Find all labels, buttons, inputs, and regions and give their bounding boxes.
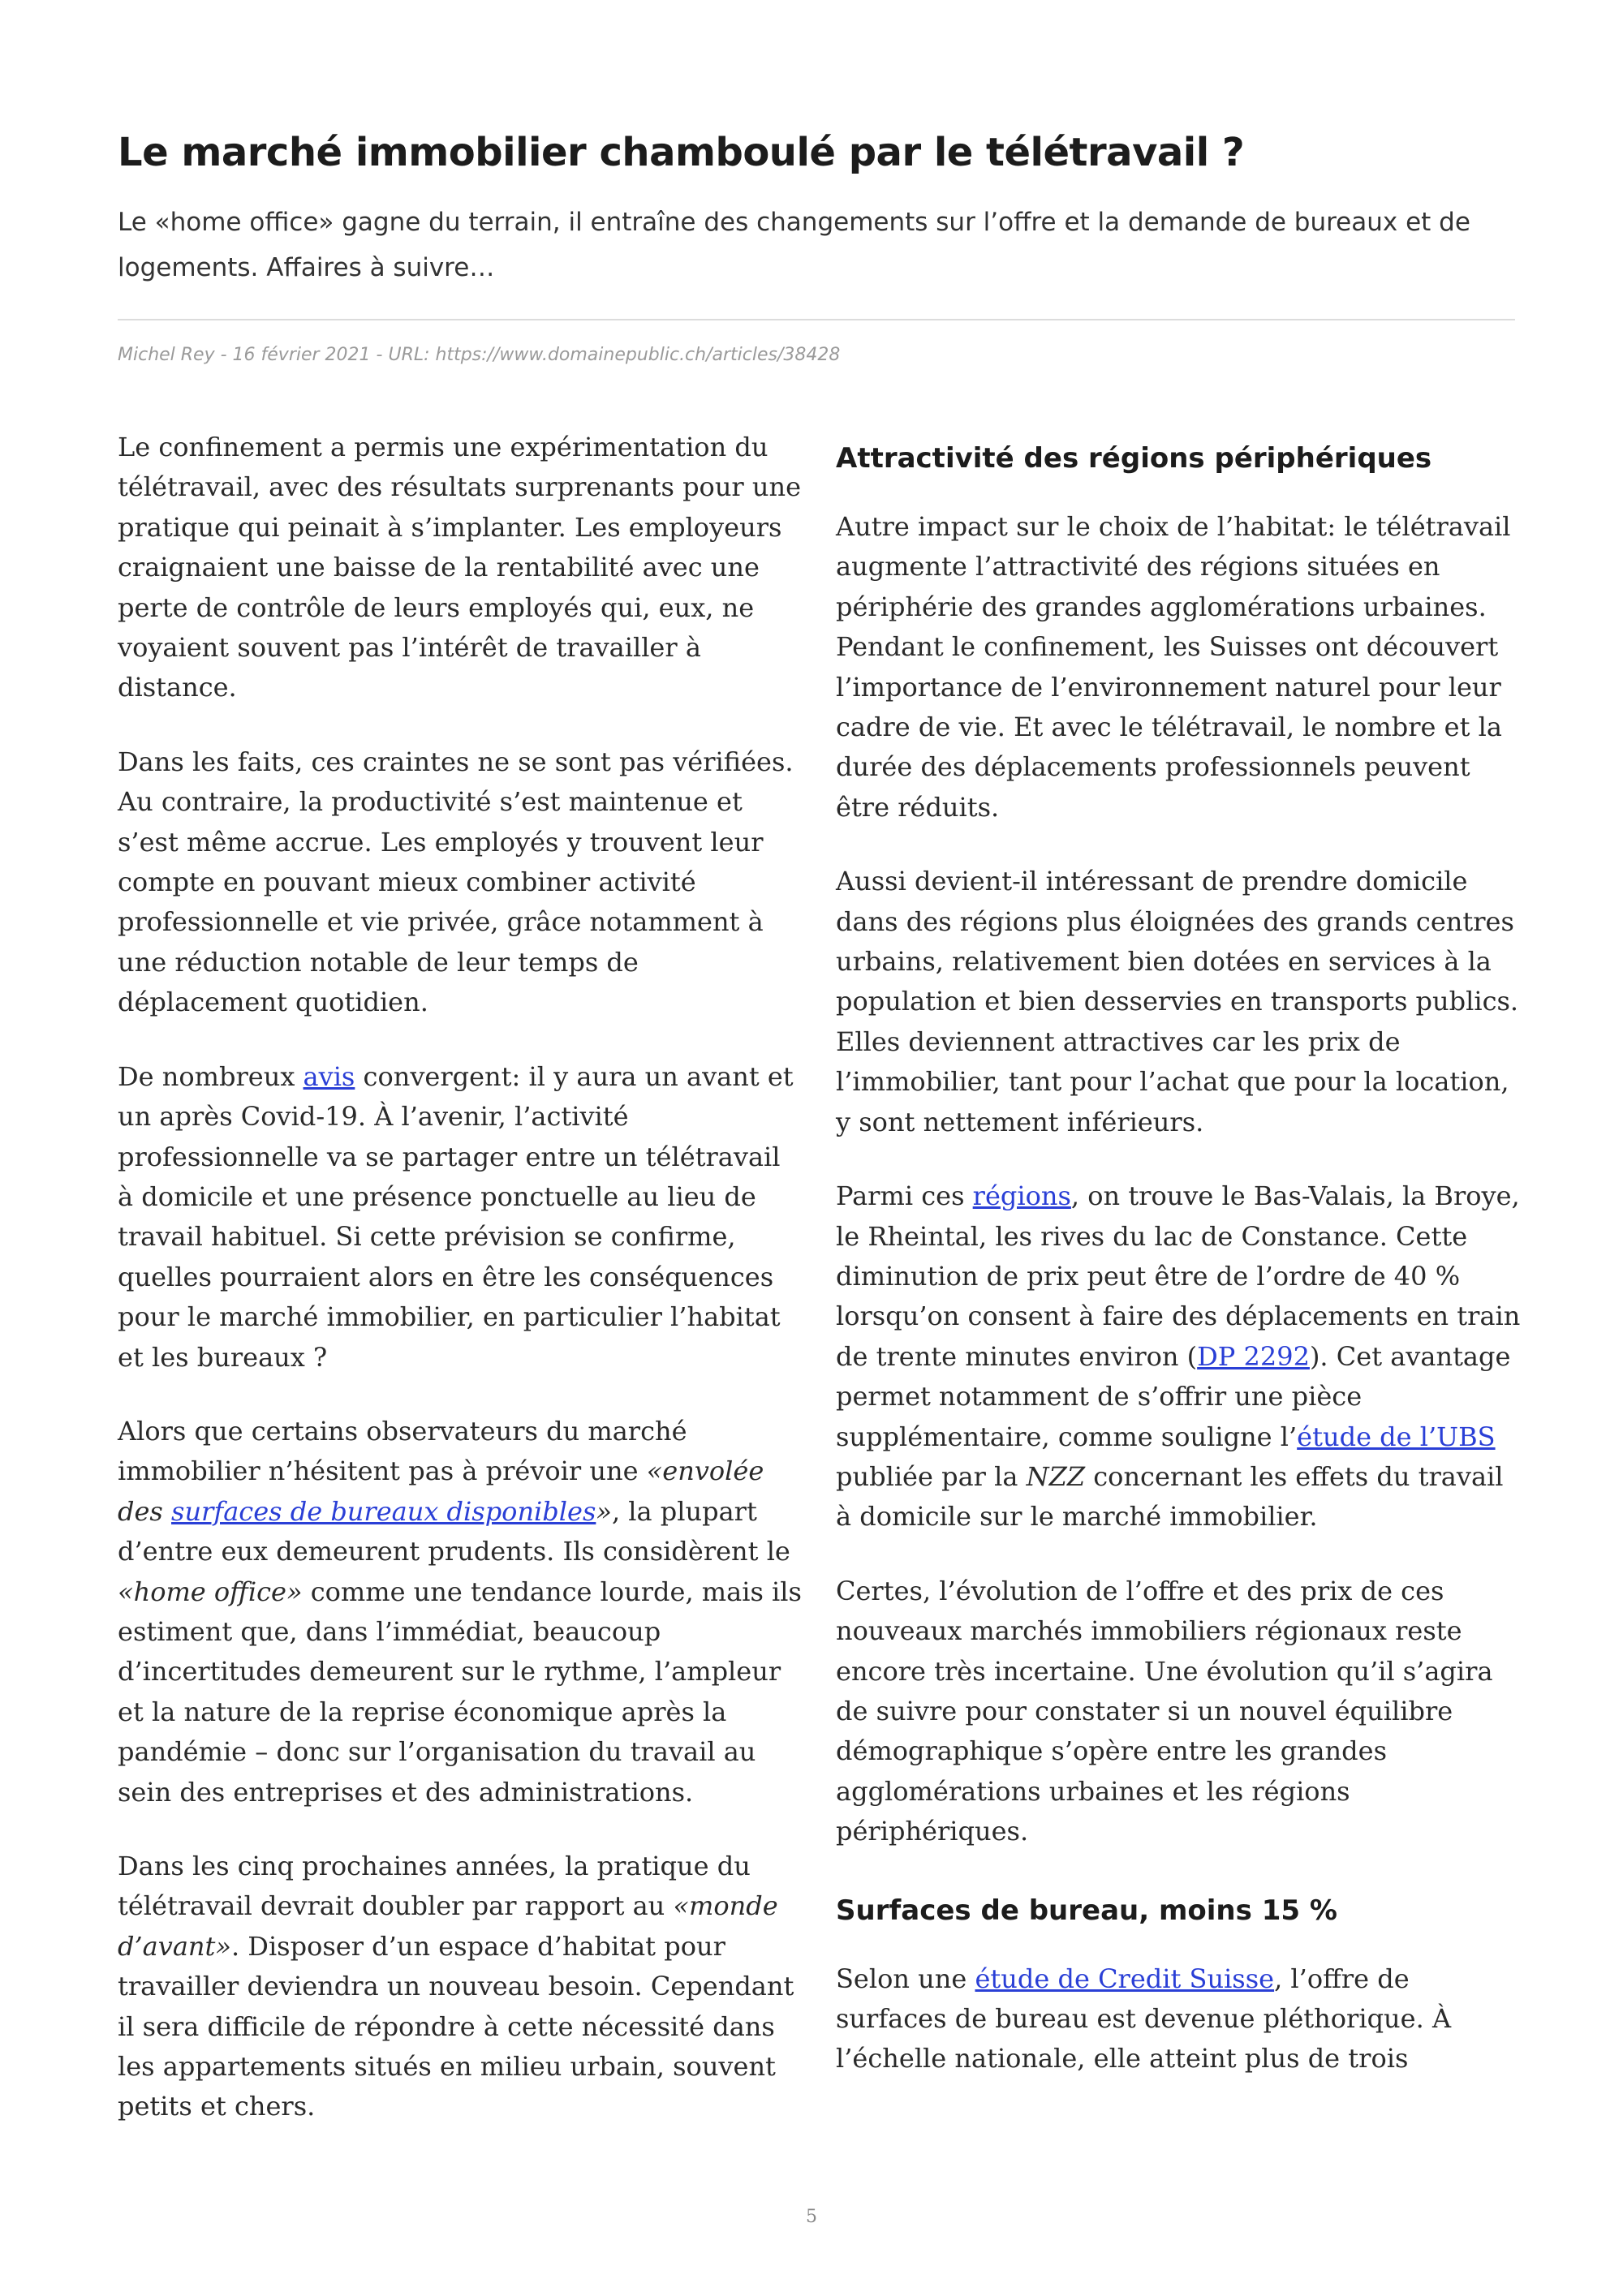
text-run: Dans les cinq prochaines années, la pratique du télétravail devrait doubler par rapport au (118, 1851, 751, 1922)
right-column (836, 434, 1522, 2113)
page-number: 5 (806, 2207, 817, 2227)
left-column (118, 428, 803, 2161)
section-heading: Surfaces de bureau, moins 15 % (836, 1894, 1337, 1927)
text-run: ). Cet avantage permet notamment de s’offrir une pièce supplémentaire, comme souligne l’ (836, 1340, 1511, 1452)
link-surfaces-bureaux[interactable]: surfaces de bureaux disponibles (171, 1495, 596, 1527)
text-run: » (596, 1495, 612, 1527)
text-run: , la plupart d’entre eux demeurent prudents. Ils considèrent le (118, 1495, 790, 1567)
paragraph: Autre impact sur le choix de l’habitat: le télétravail augmente l’attractivité des régions situées en périphérie des grandes agglomérations urbaines. Pendant le confinement, les Suisses ont découvert l’importance de l’environnement naturel pour leur cadre de vie. Et avec le télétravail, le nombre et la durée des déplacements professionnels peuvent être réduits. (836, 511, 1511, 823)
text-run: , on trouve le Bas-Valais, la Broye, le Rheintal, les rives du lac de Constance. Cette diminution de prix peut être de l’ordre de 40 % lorsqu’on consent à faire des déplacements en train de trente minutes environ ( (836, 1180, 1521, 1372)
emphasis: NZZ (1026, 1460, 1086, 1492)
text-run: Parmi ces (836, 1180, 973, 1212)
emphasis: «monde d’avant» (118, 1890, 778, 1962)
link-avis[interactable]: avis (303, 1060, 355, 1092)
paragraph (836, 1959, 1522, 2079)
article-meta: Michel Rey - 16 février 2021 - URL: https://www.domainepublic.ch/articles/38428 (118, 345, 841, 365)
text-run: «envolée des (118, 1455, 764, 1527)
text-run: , l’offre de surfaces de bureau est devenue pléthorique. À l’échelle nationale, elle atteint plus de trois (836, 1963, 1452, 2075)
text-run: comme une tendance lourde, mais ils estiment que, dans l’immédiat, beaucoup d’incertitudes demeurent sur le rythme, l’ampleur et la nature de la reprise économique après la pandémie – donc sur l’organisation du travail au sein des entreprises et des administrations. (118, 1576, 802, 1808)
text-run: Alors que certains observateurs du marché immobilier n’hésitent pas à prévoir une (118, 1415, 687, 1487)
paragraph: Dans les faits, ces craintes ne se sont pas vérifiées. Au contraire, la productivité s’est maintenue et s’est même accrue. Les employés y trouvent leur compte en pouvant mieux combiner activité professionnelle et vie privée, grâce notamment à une réduction notable de leur temps de déplacement quotidien. (118, 746, 794, 1018)
paragraph: Le confinement a permis une expérimentation du télétravail, avec des résultats surprenants pour une pratique qui peinait à s’implanter. Les employeurs craignaient une baisse de la rentabilité avec une perte de contrôle de leurs employés qui, eux, ne voyaient souvent pas l’intérêt de travailler à distance. (118, 432, 802, 703)
section-heading: Attractivité des régions périphériques (836, 442, 1432, 475)
paragraph (118, 1847, 803, 2127)
text-run: publiée par la (836, 1460, 1027, 1492)
text-run: Selon une (836, 1963, 975, 1994)
article-subtitle: Le «home office» gagne du terrain, il entraîne des changements sur l’offre et la demande de bureaux et de logements. Affaires à suivre… (118, 208, 1470, 282)
link-etude-credit-suisse[interactable]: étude de Credit Suisse (975, 1963, 1275, 1994)
link-regions[interactable]: régions (972, 1180, 1071, 1212)
header-divider (118, 319, 1515, 320)
link-etude-ubs[interactable]: étude de l’UBS (1297, 1421, 1496, 1452)
link-dp-2292[interactable]: DP 2292 (1197, 1340, 1310, 1372)
emphasis: «home office» (118, 1576, 303, 1607)
paragraph: Aussi devient-il intéressant de prendre domicile dans des régions plus éloignées des grands centres urbains, relativement bien dotées en services à la population et bien desservies en transports publics. Elles deviennent attractives car les prix de l’immobilier, tant pour l’achat que pour la location, y sont nettement inférieurs. (836, 866, 1519, 1137)
paragraph: Certes, l’évolution de l’offre et des prix de ces nouveaux marchés immobiliers régionaux reste encore très incertaine. Une évolution qu’il s’agira de suivre pour constater si un nouvel équilibre démographique s’opère entre les grandes agglomérations urbaines et les régions périphériques. (836, 1575, 1493, 1847)
text-run: De nombreux (118, 1060, 304, 1092)
paragraph (836, 1176, 1522, 1537)
paragraph (118, 1412, 803, 1812)
article-title: Le marché immobilier chamboulé par le télétravail ? (118, 130, 1245, 175)
paragraph (118, 1057, 803, 1378)
text-run: convergent: il y aura un avant et un après Covid-19. À l’avenir, l’activité professionnelle va se partager entre un télétravail à domicile et une présence ponctuelle au lieu de travail habituel. Si cette prévision se confirme, quelles pourraient alors en être les conséquences pour le marché immobilier, en particulier l’habitat et les bureaux ? (118, 1060, 794, 1373)
text-run: . Disposer d’un espace d’habitat pour travailler deviendra un nouveau besoin. Cependant il sera difficile de répondre à cette nécessité dans les appartements situés en milieu urbain, souvent petits et chers. (118, 1930, 794, 2122)
text-run: concernant les effets du travail à domicile sur le marché immobilier. (836, 1460, 1504, 1533)
